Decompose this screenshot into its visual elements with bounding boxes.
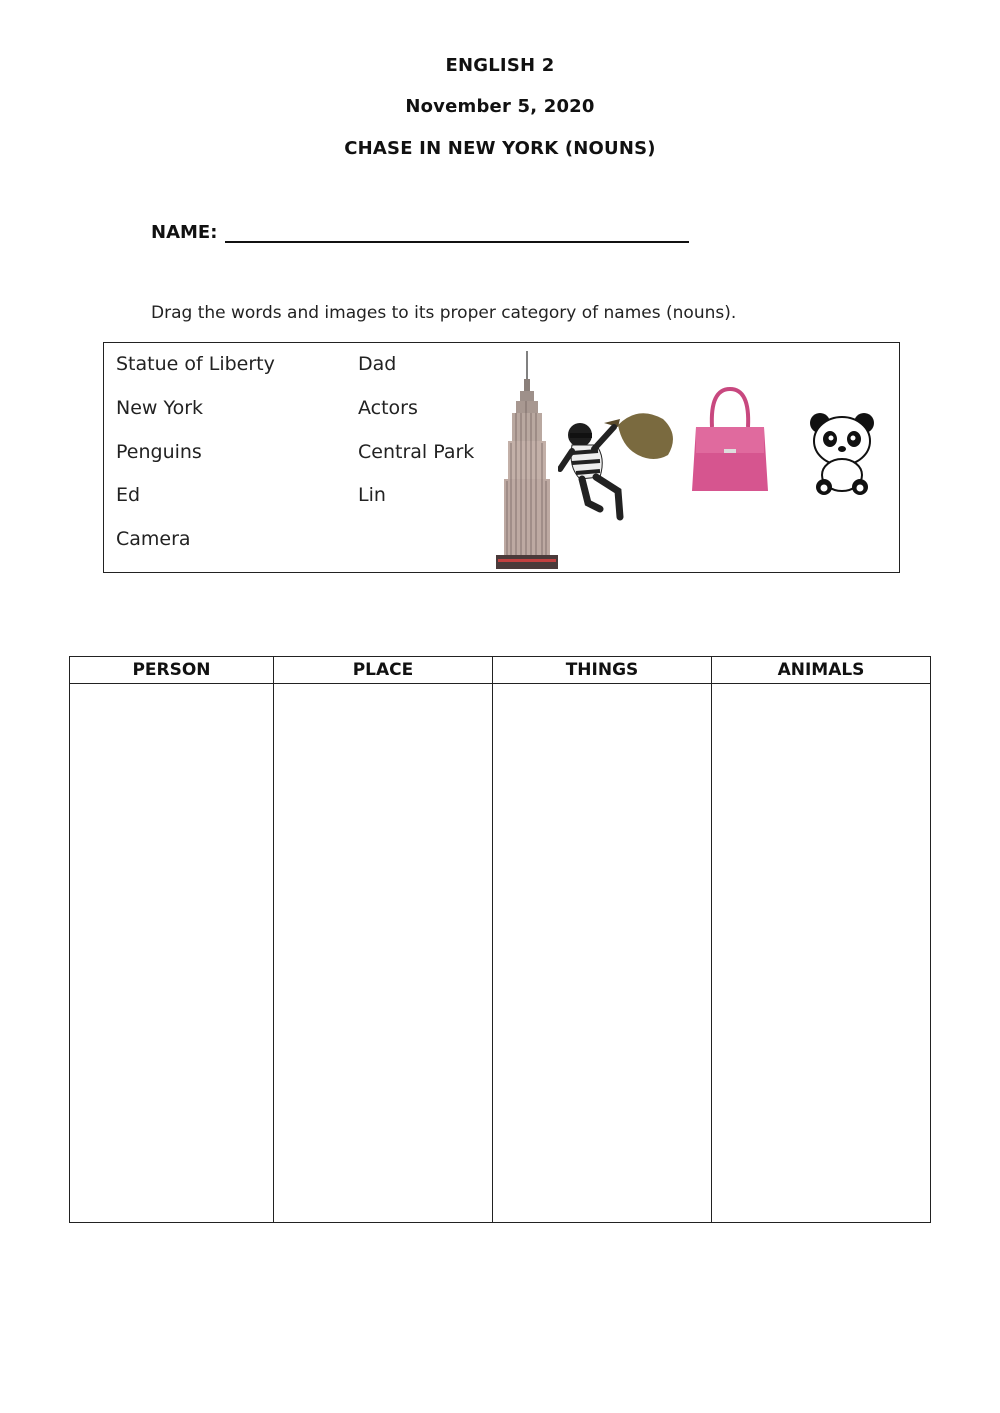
name-row (151, 219, 689, 243)
name-field[interactable] (225, 219, 689, 243)
sorting-table (69, 656, 930, 1223)
word-new-york[interactable]: New York (116, 397, 204, 419)
word-penguins[interactable]: Penguins (116, 441, 202, 463)
dropzone-person[interactable] (70, 684, 274, 1223)
word-dad[interactable]: Dad (358, 353, 397, 375)
panda-image[interactable] (808, 411, 876, 495)
name-label: NAME: (151, 222, 218, 243)
thief-image[interactable] (558, 405, 678, 523)
worksheet-title: CHASE IN NEW YORK (NOUNS) (344, 138, 656, 159)
dropzone-place[interactable] (274, 684, 493, 1223)
pink-handbag-image[interactable] (690, 387, 770, 497)
word-lin[interactable]: Lin (358, 484, 386, 506)
word-central-park[interactable]: Central Park (358, 441, 475, 463)
header-place: PLACE (274, 657, 493, 684)
instructions: Drag the words and images to its proper category of names (nouns). (151, 303, 737, 323)
word-camera[interactable]: Camera (116, 528, 191, 550)
dropzone-animals[interactable] (712, 684, 931, 1223)
word-bank (103, 342, 900, 573)
dropzone-things[interactable] (493, 684, 712, 1223)
word-actors[interactable]: Actors (358, 397, 418, 419)
worksheet-date: November 5, 2020 (405, 96, 595, 117)
header-things: THINGS (493, 657, 712, 684)
empire-state-building-image[interactable] (492, 351, 562, 571)
header-person: PERSON (70, 657, 274, 684)
header-animals: ANIMALS (712, 657, 931, 684)
course-title: ENGLISH 2 (445, 55, 555, 76)
word-statue-of-liberty[interactable]: Statue of Liberty (116, 353, 275, 375)
word-ed[interactable]: Ed (116, 484, 141, 506)
